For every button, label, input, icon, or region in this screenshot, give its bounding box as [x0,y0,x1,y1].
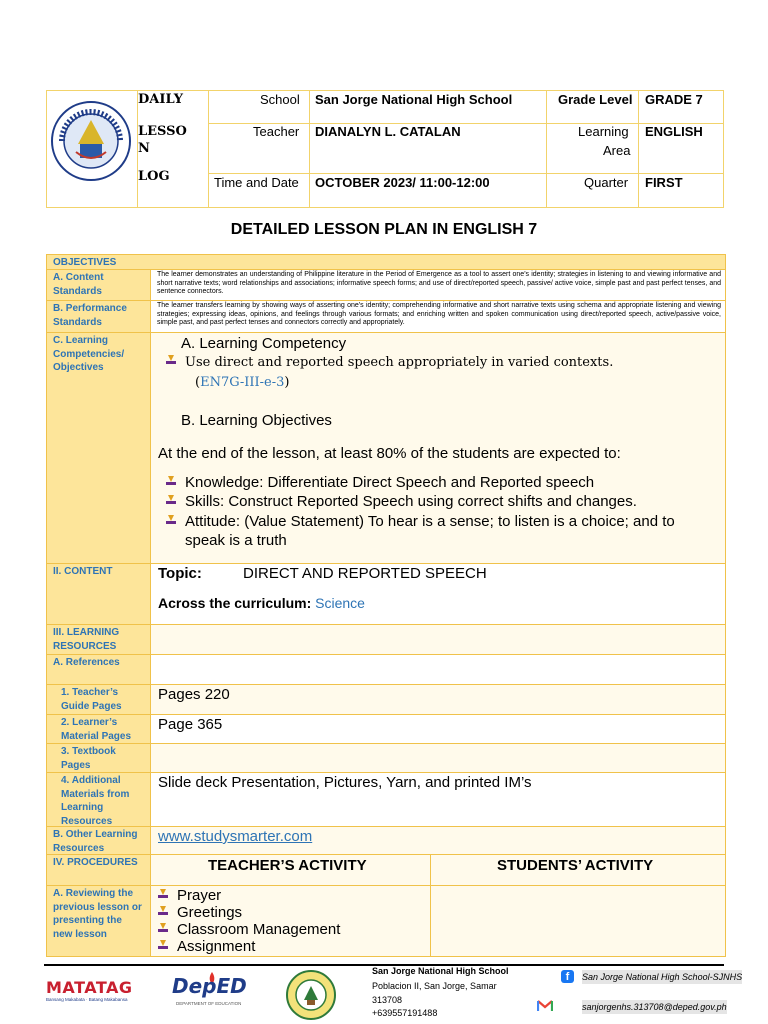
footer-school-code: 313708 [372,995,403,1005]
row-learner-material [46,714,726,744]
objectives-intro: At the end of the lesson, at least 80% of the students are expected to: [158,445,621,462]
other-resources-link[interactable]: www.studysmarter.com [158,828,313,845]
footer-address: Poblacion II, San Jorge, Samar [372,981,497,991]
procedures-label: IV. PROCEDURES [47,855,151,885]
time-value: OCTOBER 2023/ 11:00-12:00 [315,175,490,190]
grade-label: Grade Level [558,92,633,107]
additional-materials-value: Slide deck Presentation, Pictures, Yarn, and printed IM’s [158,774,532,791]
quarter-label: Quarter [584,175,629,190]
bullet-icon [165,476,177,488]
row-references [46,654,726,685]
competency-code-line: (EN7G-III-e-3) [195,375,290,390]
facebook-icon: f [561,970,574,983]
page-title: DETAILED LESSON PLAN IN ENGLISH 7 [230,221,538,238]
other-resources-label: B. Other Learning Resources [47,827,151,854]
gmail-icon [537,1000,553,1012]
learner-material-label: 2. Learner’s Material Pages [47,715,151,743]
objective-attitude: Attitude: (Value Statement) To hear is a sense; to listen is a choice; and to [165,512,675,531]
bullet-icon [157,923,169,935]
row-learning-resources [46,624,726,655]
teacher-label: Teacher [253,124,300,139]
additional-materials-label: 4. Additional Materials from Learning Resources [47,773,151,826]
lesson-plan-table [46,254,726,957]
area-label-1: Learning [578,124,629,139]
area-label-2: Area [603,143,631,158]
bullet-icon [165,495,177,507]
competency-item: Use direct and reported speech appropriately in varied contexts. [165,353,613,372]
row-competencies [46,332,726,564]
objective-skills: Skills: Construct Reported Speech using correct shifts and changes. [165,492,637,511]
performance-standards-label: B. Performance Standards [47,301,151,332]
references-label: A. References [47,655,151,684]
topic-value: DIRECT AND REPORTED SPEECH [243,565,487,582]
objective-knowledge: Knowledge: Differentiate Direct Speech and Reported speech [165,473,594,492]
grade-value: GRADE 7 [645,92,703,107]
list-item: Classroom Management [157,921,340,938]
teacher-value: DIANALYN L. CATALAN [315,124,461,139]
row-content [46,563,726,625]
across-curriculum: Across the curriculum: Science [158,595,365,611]
competency-heading: A. Learning Competency [181,335,347,352]
learning-resources-label: III. LEARNING RESOURCES [47,625,151,654]
objective-attitude-cont: speak is a truth [185,532,287,549]
dll-word-lesson: LESSO [138,124,187,139]
review-label: A. Reviewing the previous lesson or presenting the new lesson [47,886,151,956]
list-item: Prayer [157,887,340,904]
content-standards-text: The learner demonstrates an understanding of Philippine literature in the Period of Emergence as a tool to assert one’s identity; strategies in listening to and viewing informative and short narrative texts; word relationships and associations; informative speech forms; and use of direct/reported speech, passive/ active voice, simple past and past perfect tenses, and sentence connectors. [157,271,721,296]
list-item: Assignment [157,938,340,955]
list-item: Greetings [157,904,340,921]
students-activity-header: STUDENTS’ ACTIVITY [497,857,654,874]
teacher-activity-header: TEACHER’S ACTIVITY [208,857,367,874]
performance-standards-text: The learner transfers learning by showing ways of asserting one’s identity; comprehending informative and short narrative texts using schema and appropriate listening and viewing strategies; expressing ideas, opinions, and feelings through various formats; and enriching written and spoken communication using direct/reported speech, active/passive voice, simple past, and past perfect tenses and connectors correctly and appropriately. [157,302,721,327]
teacher-guide-value: Pages 220 [158,686,230,703]
competencies-label: C. Learning Competencies/ Objectives [47,333,151,563]
competency-code: EN7G-III-e-3 [200,375,285,390]
school-label: School [260,92,300,107]
row-performance-standards [46,300,726,333]
dll-word-daily: DAILY [138,92,184,107]
objectives-subheading: B. Learning Objectives [181,412,332,429]
quarter-value: FIRST [645,175,683,190]
topic-label: Topic: [158,565,202,582]
school-seal-icon [286,970,336,1020]
matatag-logo: MATATAG Bansang Makabata · Batang Makabansa [46,978,133,1002]
bullet-icon [157,940,169,952]
row-other-resources [46,826,726,855]
dll-word-lesson-n: N [138,141,150,156]
bullet-icon [157,889,169,901]
row-teacher-guide [46,684,726,715]
row-content-standards [46,269,726,301]
dll-word-log: LOG [138,169,170,184]
review-list [157,887,340,955]
footer-phone: +639557191488 [372,1008,438,1018]
footer-facebook[interactable]: San Jorge National High School-SJNHS [582,972,743,982]
teacher-guide-label: 1. Teacher’s Guide Pages [47,685,151,714]
footer-school-name: San Jorge National High School [372,966,509,976]
bullet-icon [157,906,169,918]
row-additional-materials [46,772,726,827]
content-label: II. CONTENT [47,564,151,624]
deped-seal-icon [50,100,132,182]
school-value: San Jorge National High School [315,92,513,107]
bullet-icon [165,515,177,527]
row-procedures [46,854,726,886]
row-review [46,885,726,957]
content-standards-label: A. Content Standards [47,270,151,300]
learner-material-value: Page 365 [158,716,223,733]
textbook-label: 3. Textbook Pages [47,744,151,772]
footer-email[interactable]: sanjorgenhs.313708@deped.gov.ph [582,1002,727,1012]
objectives-heading: OBJECTIVES [47,255,725,269]
row-textbook [46,743,726,773]
deped-logo: DepED DEPARTMENT OF EDUCATION [172,970,250,1014]
bullet-icon [165,355,177,367]
area-value: ENGLISH [645,124,703,139]
row-objectives-heading [46,254,726,270]
time-label: Time and Date [214,175,299,190]
